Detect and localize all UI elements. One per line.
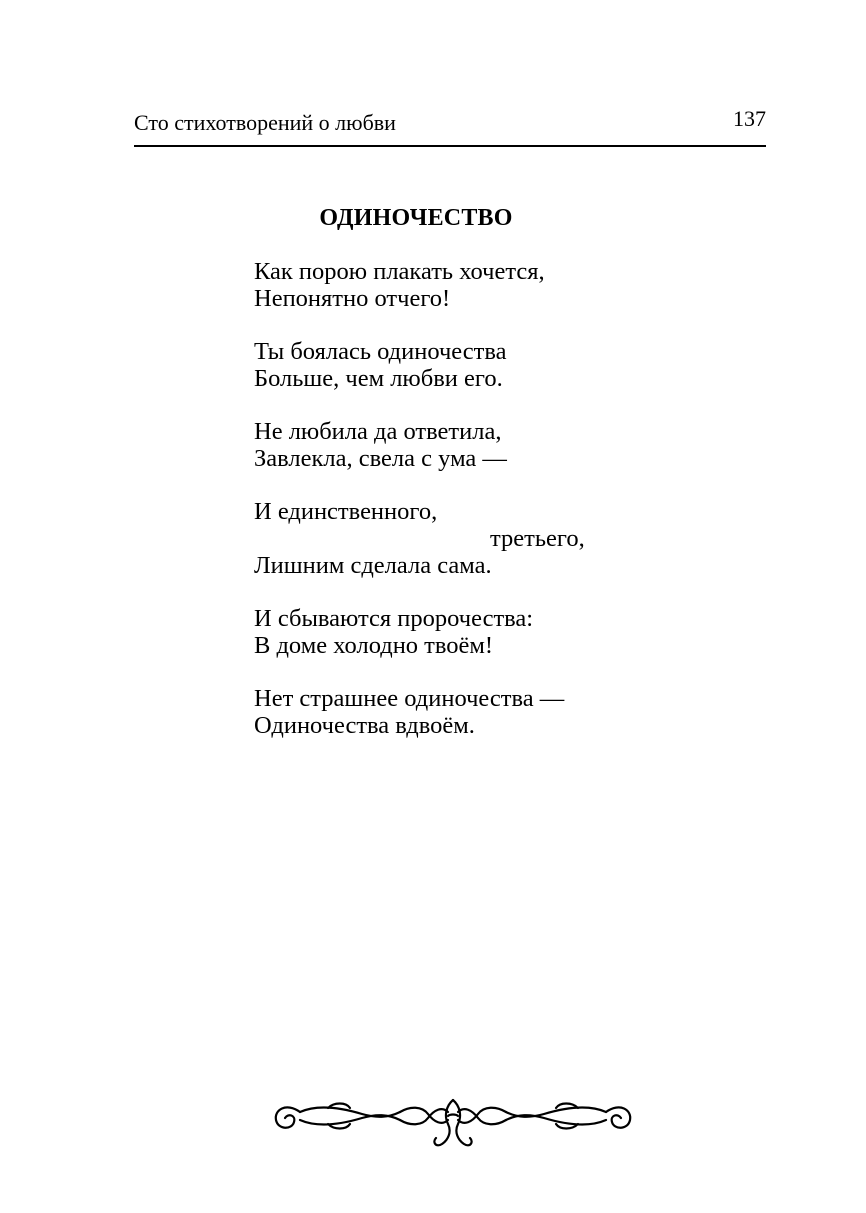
poem-line: В доме холодно твоём! — [254, 632, 494, 659]
flourish-divider-icon — [272, 1090, 634, 1152]
poem-line: Ты боялась одиночества — [254, 338, 507, 365]
poem-line: И единственного, — [254, 498, 438, 525]
poem-line: Лишним сделала сама. — [254, 552, 492, 579]
stanza-5 — [254, 605, 674, 659]
page-number: 137 — [733, 106, 766, 131]
poem-line: И сбываются пророчества: — [254, 605, 534, 632]
poem-body — [254, 258, 674, 765]
book-title: Сто стихотворений о любви — [134, 110, 396, 135]
poem-line: Нет страшнее одиночества — — [254, 685, 565, 712]
stanza-4 — [254, 498, 674, 579]
poem-line: Не любила да ответила, — [254, 418, 502, 445]
poem-line: Как порою плакать хочется, — [254, 258, 545, 285]
running-header — [134, 108, 766, 138]
stanza-2 — [254, 338, 674, 392]
stanza-3 — [254, 418, 674, 472]
header-rule — [134, 145, 766, 147]
poem-line: Завлекла, свела с ума — — [254, 445, 507, 472]
poem-line: Одиночества вдвоём. — [254, 712, 475, 739]
stanza-1 — [254, 258, 674, 312]
poem-line-indented: третьего, — [490, 525, 585, 552]
poem-line: Больше, чем любви его. — [254, 365, 503, 392]
poem-title: ОДИНОЧЕСТВО — [319, 205, 513, 231]
stanza-6 — [254, 685, 674, 739]
poem-line: Непонятно отчего! — [254, 285, 451, 312]
